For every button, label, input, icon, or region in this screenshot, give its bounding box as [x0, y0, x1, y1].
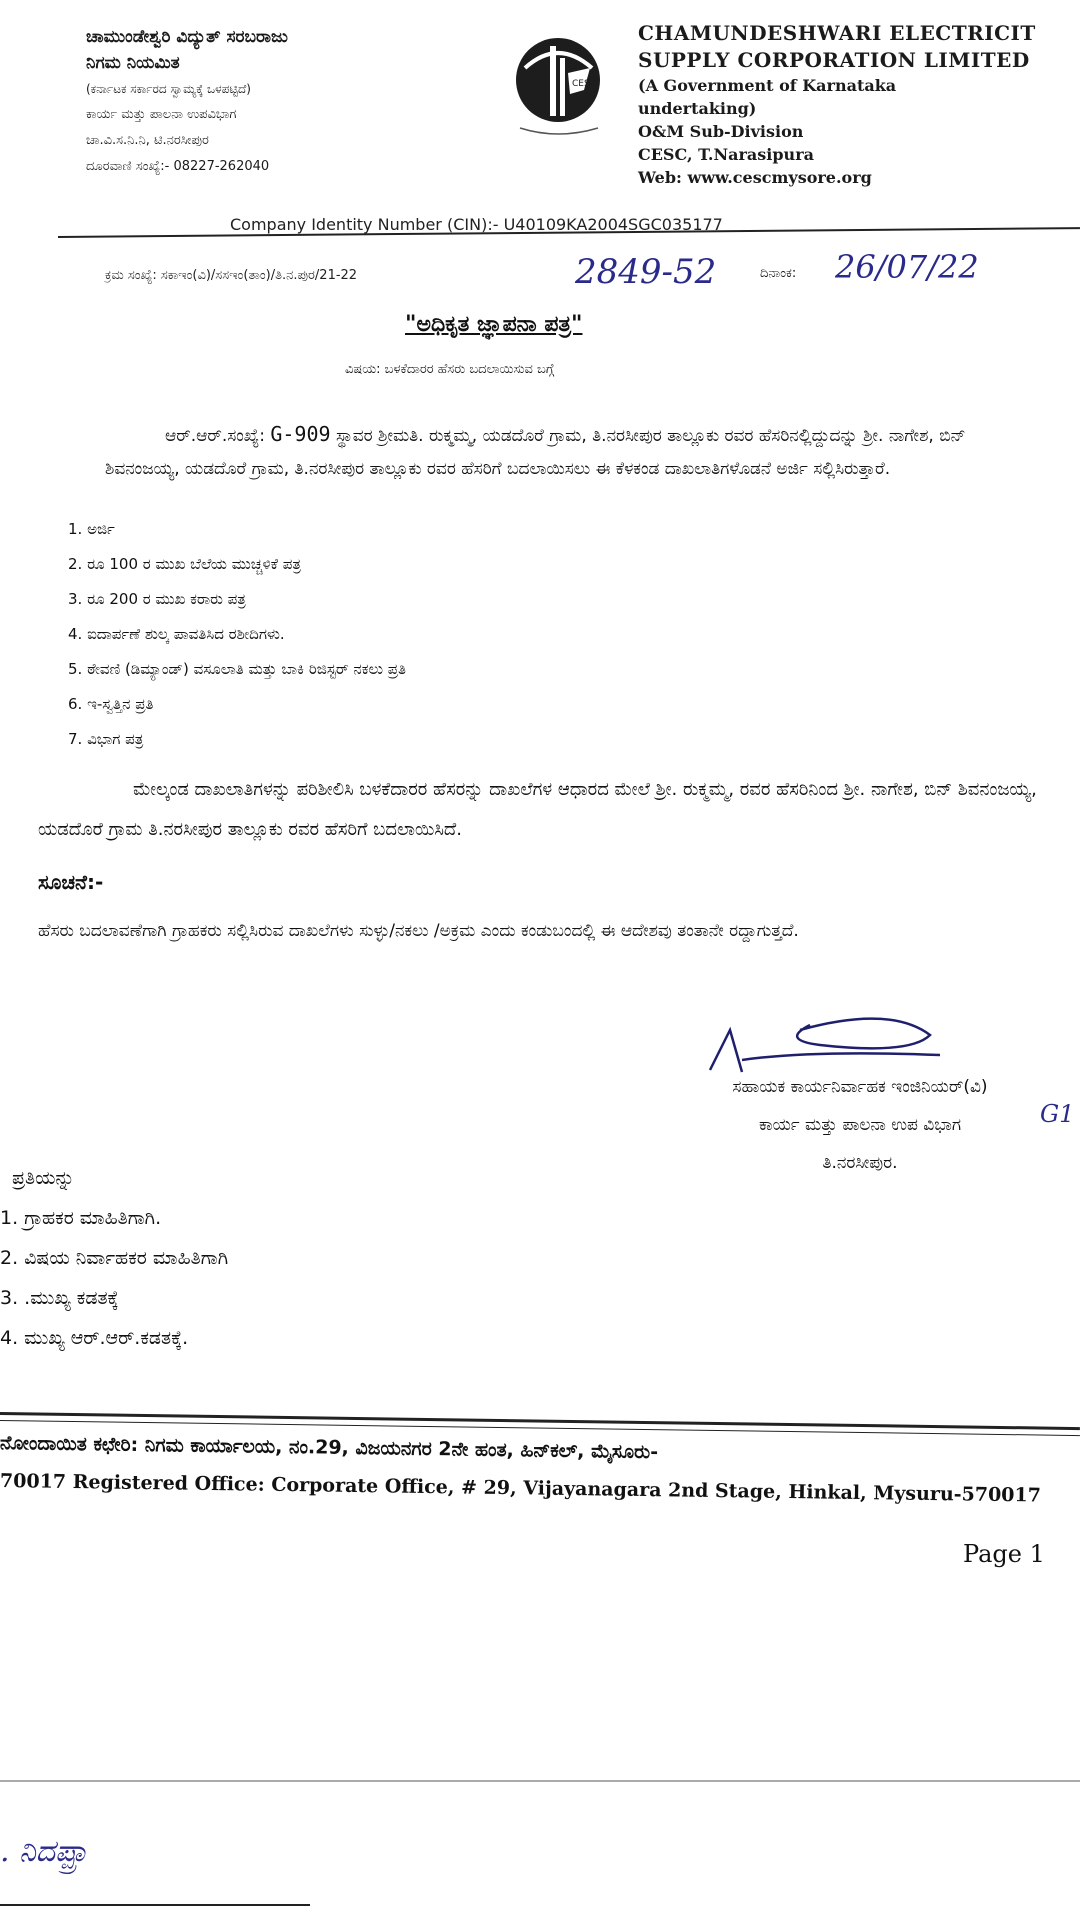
note-heading: ಸೂಚನೆ:- — [38, 870, 104, 894]
sub-division-line: O&M Sub-Division — [638, 122, 804, 141]
rr-label: ಆರ್.ಆರ್.ಸಂಖ್ಯೆ: — [165, 426, 265, 446]
list-item: 4. ಐದಾರ್ಪಣೆ ಶುಲ್ಕ ಪಾವತಿಸಿದ ರಶೀದಿಗಳು. — [68, 625, 285, 643]
date-label: ದಿನಾಂಕ: — [760, 266, 797, 281]
copies-block — [0, 1158, 228, 1358]
page-number: Page 1 — [963, 1540, 1045, 1568]
signatory-block — [645, 1068, 1075, 1182]
svg-text:CESC: CESC — [572, 79, 596, 89]
reference-number: 2849-52 — [575, 252, 717, 292]
signatory-designation: ಸಹಾಯಕ ಕಾರ್ಯನಿರ್ವಾಹಕ ಇಂಜಿನಿಯರ್(ವಿ) — [732, 1077, 988, 1097]
bottom-signature-line — [0, 1904, 310, 1906]
header-english-block — [638, 20, 1078, 189]
header-kannada-line: ಚಾಮುಂಡೇಶ್ವರಿ ವಿದ್ಯುತ್ ಸರಬರಾಜು — [86, 27, 288, 47]
intro-paragraph — [105, 418, 1045, 486]
company-name-line1: CHAMUNDESHWARI ELECTRICIT — [638, 21, 1036, 45]
note-text: ಹೆಸರು ಬದಲಾವಣೆಗಾಗಿ ಗ್ರಾಹಕರು ಸಲ್ಲಿಸಿರುವ ದಾಖಲೆಗಳು ಸುಳ್ಳು/ನಕಲು /ಅಕ್ರಮ ಎಂದು ಕಂಡುಬಂದಲ್ಲಿ ಈ ಆದೇಶವು ತಂತಾನೇ ರದ್ದಾಗುತ್ತದೆ. — [38, 921, 799, 941]
reference-prefix: ಕ್ರಮ ಸಂಖ್ಯೆ: ಸಕಾಇಂ(ವಿ)/ಸಸಇಂ(ತಾಂ)/ತಿ.ನ.ಪುರ/21-22 — [105, 268, 358, 283]
header-kannada-line: ನಿಗಮ ನಿಯಮಿತ — [86, 53, 180, 73]
list-item: 6. ಇ-ಸ್ವತ್ತಿನ ಪ್ರತಿ — [68, 695, 154, 713]
list-item: 2. ರೂ 100 ರ ಮುಖ ಬೆಲೆಯ ಮುಚ್ಚಳಿಕೆ ಪತ್ರ — [68, 555, 301, 573]
header-kannada-line: ದೂರವಾಣಿ ಸಂಖ್ಯೆ:- 08227-262040 — [86, 159, 270, 174]
signatory-place: ತಿ.ನರಸೀಪುರ. — [822, 1153, 898, 1173]
margin-mark: G1 — [1040, 1100, 1075, 1128]
copy-item: 3. .ಮುಖ್ಯ ಕಡತಕ್ಕೆ — [0, 1287, 119, 1309]
bottom-handwriting: . ನಿದಪ್ಪ್ರಾ — [0, 1834, 89, 1869]
list-item: 5. ಠೇವಣಿ (ಡಿಮ್ಯಾಂಡ್) ವಸೂಲಾತಿ ಮತ್ತು ಬಾಕಿ ರಿಜಿಸ್ಟರ್ ನಕಲು ಪ್ರತಿ — [68, 660, 407, 678]
company-govt-line: (A Government of Karnataka — [638, 76, 897, 95]
list-item: 3. ರೂ 200 ರ ಮುಖ ಕರಾರು ಪತ್ರ — [68, 590, 246, 608]
copy-item: 2. ವಿಷಯ ನಿರ್ವಾಹಕರ ಮಾಹಿತಿಗಾಗಿ — [0, 1247, 229, 1269]
cin-number: Company Identity Number (CIN):- U40109KA2004SGC035177 — [230, 215, 723, 234]
footer-kannada-address: ನೋಂದಾಯಿತ ಕಛೇರಿ: ನಿಗಮ ಕಾರ್ಯಾಲಯ, ನಂ.29, ವಿಜಯನಗರ 2ನೇ ಹಂತ, ಹಿನ್‌ಕಲ್, ಮೈಸೂರು- — [0, 1432, 659, 1464]
header-kannada-line: ಚಾ.ವಿ.ಸ.ನಿ.ನಿ, ಟಿ.ನರಸೀಪುರ — [86, 133, 209, 148]
documents-list — [68, 512, 768, 757]
document-title: "ಅಧಿಕೃತ ಜ್ಞಾಪನಾ ಪತ್ರ" — [405, 312, 583, 337]
signatory-office: ಕಾರ್ಯ ಮತ್ತು ಪಾಲನಾ ಉಪ ವಿಭಾಗ — [758, 1115, 962, 1135]
footer-english-address: 70017 Registered Office: Corporate Office, # 29, Vijayanagara 2nd Stage, Hinkal, Mysuru-570017 — [0, 1470, 1042, 1507]
subject-line: ವಿಷಯ: ಬಳಕೆದಾರರ ಹೆಸರು ಬದಲಾಯಿಸುವ ಬಗ್ಗೆ — [345, 362, 555, 377]
office-location-line: CESC, T.Narasipura — [638, 145, 814, 164]
date-value: 26/07/22 — [835, 248, 979, 286]
header-kannada-block — [86, 24, 506, 180]
company-govt-line2: undertaking) — [638, 99, 757, 118]
sheet-edge — [0, 1780, 1080, 1782]
cesc-logo — [500, 28, 620, 143]
intro-text: ಸ್ಥಾವರ ಶ್ರೀಮತಿ. ರುಕ್ಮಮ್ಮ, ಯಡದೊರೆ ಗ್ರಾಮ, ತಿ.ನರಸೀಪುರ ತಾಲ್ಲೂಕು ರವರ ಹೆಸರಿನಲ್ಲಿದ್ದುದನ್ನು ಶ್ರೀ. ನಾಗೇಶ, ಬಿನ್ ಶಿವನಂಜಯ್ಯ, ಯಡದೊರೆ ಗ್ರಾಮ, ತಿ.ನರಸೀಪುರ ತಾಲ್ಲೂಕು ರವರ ಹೆಸರಿಗೆ ಬದಲಾಯಿಸಲು ಈ ಕೆಳಕಂಡ ದಾಖಲಾತಿಗಳೊಡನೆ ಅರ್ಜಿ ಸಲ್ಲಿಸಿರುತ್ತಾರೆ. — [105, 426, 966, 479]
decision-text: ಮೇಲ್ಕಂಡ ದಾಖಲಾತಿಗಳನ್ನು ಪರಿಶೀಲಿಸಿ ಬಳಕೆದಾರರ ಹೆಸರನ್ನು ದಾಖಲೆಗಳ ಆಧಾರದ ಮೇಲೆ ಶ್ರೀ. ರುಕ್ಮಮ್ಮ, ರವರ ಹೆಸರಿನಿಂದ ಶ್ರೀ. ನಾಗೇಶ, ಬಿನ್ ಶಿವನಂಜಯ್ಯ, ಯಡದೊರೆ ಗ್ರಾಮ ತಿ.ನರಸೀಪುರ ತಾಲ್ಲೂಕು ರವರ ಹೆಸರಿಗೆ ಬದಲಾಯಿಸಿದೆ. — [38, 779, 1037, 840]
copies-heading: ಪ್ರತಿಯನ್ನು — [12, 1167, 75, 1189]
header-kannada-line: (ಕರ್ನಾಟಕ ಸರ್ಕಾರದ ಸ್ವಾಮ್ಯಕ್ಕೆ ಒಳಪಟ್ಟಿದೆ) — [86, 82, 251, 96]
copy-item: 1. ಗ್ರಾಹಕರ ಮಾಹಿತಿಗಾಗಿ. — [0, 1207, 162, 1229]
website-line: Web: www.cescmysore.org — [638, 168, 872, 187]
rr-number: G-909 — [270, 422, 331, 446]
decision-paragraph — [38, 770, 1038, 850]
list-item: 7. ವಿಭಾಗ ಪತ್ರ — [68, 730, 144, 748]
list-item: 1. ಅರ್ಜಿ — [68, 520, 115, 538]
copy-item: 4. ಮುಖ್ಯ ಆರ್.ಆರ್.ಕಡತಕ್ಕೆ. — [0, 1327, 189, 1349]
company-name-line2: SUPPLY CORPORATION LIMITED — [638, 48, 1030, 72]
header-kannada-line: ಕಾರ್ಯ ಮತ್ತು ಪಾಲನಾ ಉಪವಿಭಾಗ — [86, 107, 237, 122]
